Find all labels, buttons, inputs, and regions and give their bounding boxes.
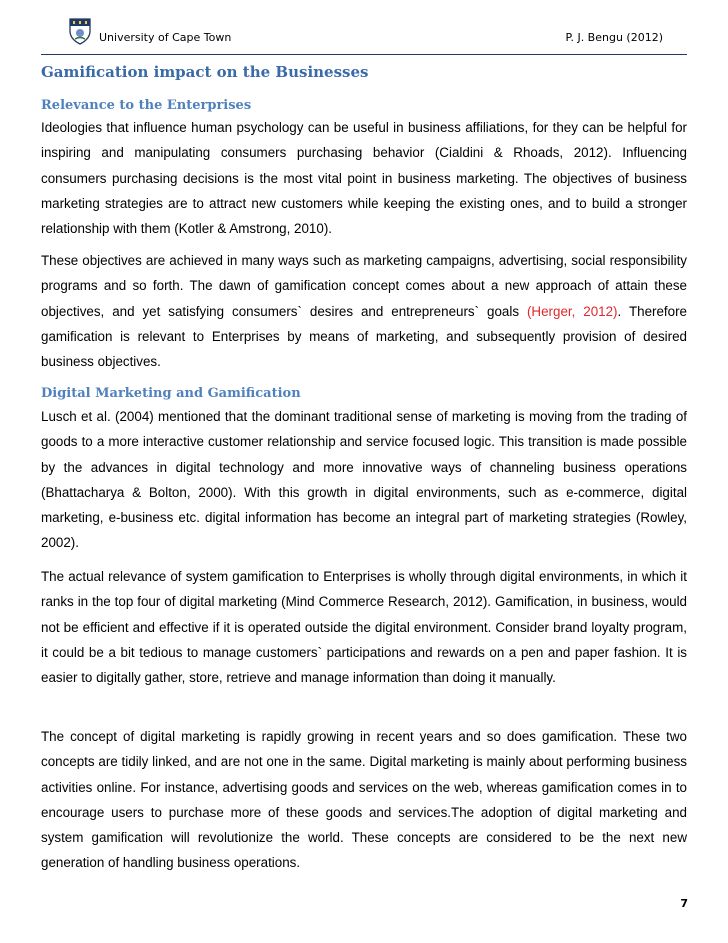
paragraph-text: These objectives are achieved in many ways such as marketing campaigns, advertising, social responsibility programs and so forth. The dawn of gamification concept comes about a new approach of attain these objectives, and yet satisfying consumers` desires and entrepreneurs` goals xyxy=(41,253,687,319)
paragraph-text: . Therefore gamification is relevant to Enterprises by means of marketing, and subsequently provision of desired business objectives. xyxy=(41,303,687,370)
header-institution: University of Cape Town xyxy=(99,31,232,44)
university-crest-icon xyxy=(69,18,91,45)
section-heading-digital-marketing: Digital Marketing and Gamification xyxy=(41,386,301,401)
section-heading-relevance: Relevance to the Enterprises xyxy=(41,98,252,113)
paragraph: The concept of digital marketing is rapidly growing in recent years and so does gamification. These two concepts are tidily linked, and are not one in the same. Digital marketing is mainly about performing business activities online. For instance, advertising goods and services on the web, whereas gamification comes in to encourage users to purchase more of these goods and services.The adoption of digital marketing and system gamification will revolutionize the world. These concepts are considered to be the next new generation of handling business operations. xyxy=(41,729,687,871)
paragraph: The actual relevance of system gamification to Enterprises is wholly through digital environments, in which it ranks in the top four of digital marketing (Mind Commerce Research, 2012). Gamification, in business, would not be efficient and effective if it is operated outside the digital environment. Consider brand loyalty program, it could be a bit tedious to manage customers` participations and rewards on a pen and paper fashion. It is easier to digitally gather, store, retrieve and manage information than doing it manually. xyxy=(41,569,687,686)
document-title: Gamification impact on the Businesses xyxy=(41,63,369,81)
header-author-year: P. J. Bengu (2012) xyxy=(565,31,663,44)
citation-herger: (Herger, 2012) xyxy=(526,303,618,319)
page-number: 7 xyxy=(680,897,688,910)
paragraph: Lusch et al. (2004) mentioned that the dominant traditional sense of marketing is moving from the trading of goods to a more interactive customer relationship and service focused logic. This transition is made possible by the advances in digital technology and more innovative ways of channeling business operations (Bhattacharya & Bolton, 2000). With this growth in digital environments, such as e-commerce, digital marketing, e-business etc. digital information has become an integral part of marketing strategies (Rowley, 2002). xyxy=(41,409,687,551)
page-header xyxy=(41,18,687,55)
paragraph xyxy=(41,248,687,374)
paragraph: Ideologies that influence human psychology can be useful in business affiliations, for they can be helpful for inspiring and manipulating consumers purchasing behavior (Cialdini & Rhoads, 2012). Influencing consumers purchasing decisions is the most vital point in business marketing. The objectives of business marketing strategies are to attract new customers while keeping the existing ones, and to build a stronger relationship with them (Kotler & Amstrong, 2010). xyxy=(41,120,687,237)
